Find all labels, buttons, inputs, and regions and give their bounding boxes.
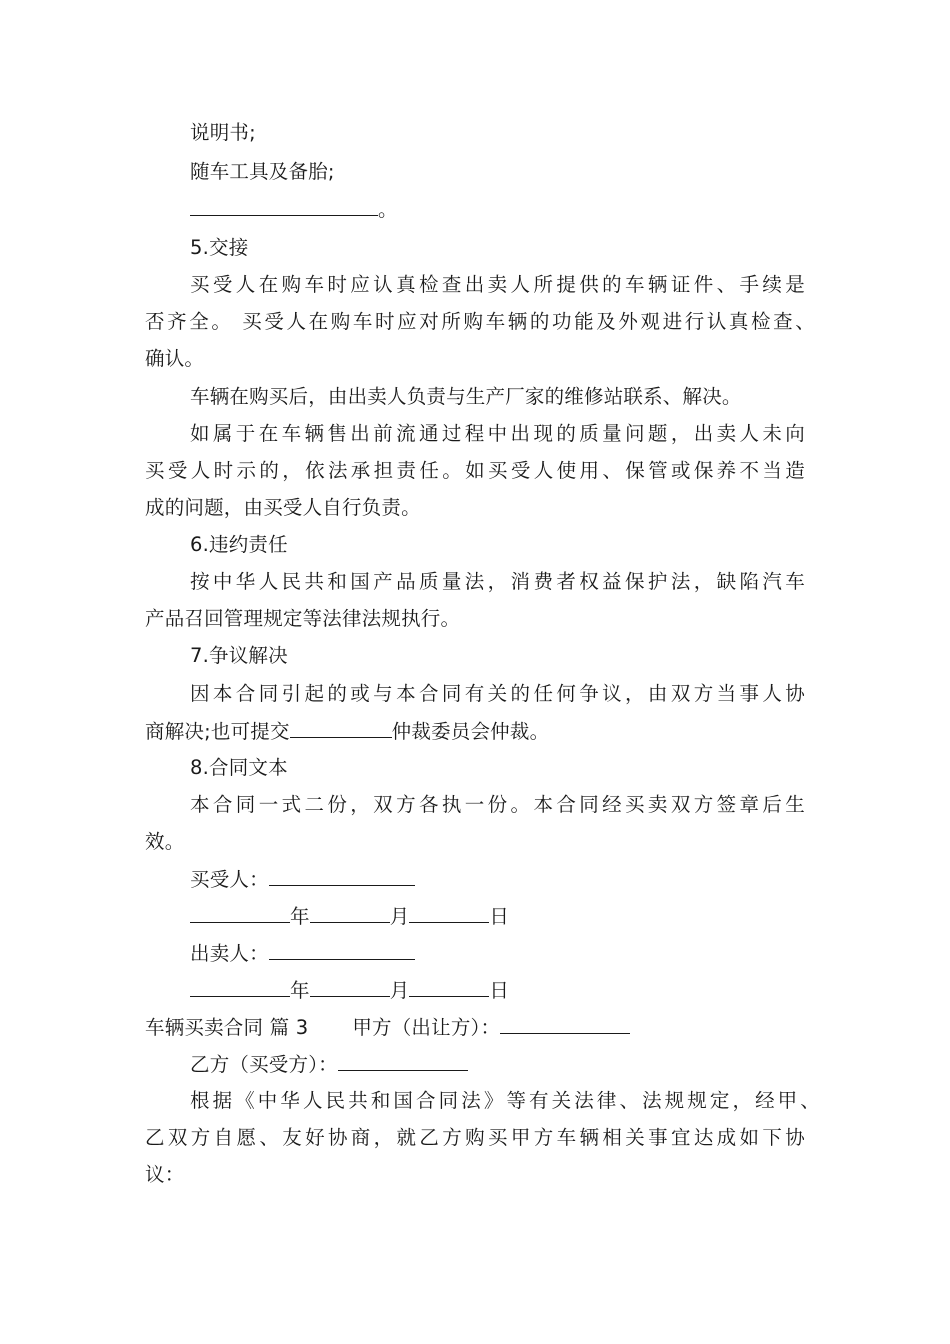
fill-blank — [409, 904, 489, 923]
line-text: 效。 — [145, 830, 185, 853]
fill-blank — [290, 719, 392, 738]
text-line — [145, 1163, 815, 1187]
line-text: 根据《中华人民共和国合同法》等有关法律、法规规定，经甲、 — [190, 1089, 820, 1112]
heading-text: 5.交接 — [190, 236, 249, 259]
text-line — [190, 160, 860, 184]
text-line — [190, 273, 805, 297]
text-line — [190, 385, 860, 409]
fill-blank — [500, 1015, 630, 1034]
text-line — [145, 310, 815, 334]
date-line — [190, 904, 860, 929]
party-b-label: 乙方（买受方）： — [190, 1053, 338, 1076]
line-text: 否齐全。 买受人在购车时应对所购车辆的功能及外观进行认真检查、 — [145, 310, 815, 333]
buyer-signature-line — [190, 867, 860, 892]
text-line — [190, 422, 805, 446]
text-line — [145, 496, 815, 520]
contract-heading-line — [145, 1015, 815, 1040]
month-label: 月 — [389, 905, 410, 928]
heading-text: 8.合同文本 — [190, 756, 288, 779]
line-text: 买受人在购车时应认真检查出卖人所提供的车辆证件、手续是 — [190, 273, 805, 296]
line-text: 商解决;也可提交 — [145, 720, 290, 743]
day-label: 日 — [489, 905, 510, 928]
line-text: 如属于在车辆售出前流通过程中出现的质量问题，出卖人未向 — [190, 422, 805, 445]
seller-signature-line — [190, 941, 860, 966]
line-text: 买受人时示的，依法承担责任。如买受人使用、保管或保养不当造 — [145, 459, 805, 482]
fill-blank — [310, 978, 390, 997]
text-line — [190, 197, 860, 222]
text-line — [190, 682, 805, 706]
seller-label: 出卖人： — [190, 942, 269, 965]
contract-title: 车辆买卖合同 篇 3 — [145, 1016, 309, 1039]
text-line — [190, 1089, 820, 1113]
line-text: 成的问题，由买受人自行负责。 — [145, 496, 421, 519]
section-heading — [190, 236, 860, 260]
line-text: 乙双方自愿、友好协商，就乙方购买甲方车辆相关事宜达成如下协 — [145, 1126, 805, 1149]
fill-blank — [269, 941, 415, 960]
date-line — [190, 978, 860, 1003]
fill-blank — [409, 978, 489, 997]
year-label: 年 — [290, 979, 310, 1002]
line-text: 因本合同引起的或与本合同有关的任何争议，由双方当事人协 — [190, 682, 805, 705]
year-label: 年 — [290, 905, 310, 928]
line-text: 确认。 — [145, 347, 205, 370]
fill-blank — [310, 904, 390, 923]
section-heading — [190, 644, 860, 668]
month-label: 月 — [389, 979, 410, 1002]
party-b-line — [190, 1052, 860, 1077]
line-text: 说明书; — [190, 121, 256, 144]
text-line — [190, 121, 860, 145]
text-line — [145, 607, 815, 631]
section-heading — [190, 533, 860, 557]
fill-blank — [190, 197, 378, 216]
line-text: 议： — [145, 1163, 185, 1186]
buyer-label: 买受人： — [190, 868, 269, 891]
text-line — [190, 570, 805, 594]
heading-text: 6.违约责任 — [190, 533, 288, 556]
line-text: 随车工具及备胎; — [190, 160, 335, 183]
line-text: 车辆在购买后，由出卖人负责与生产厂家的维修站联系、解决。 — [190, 385, 742, 408]
line-text: 产品召回管理规定等法律法规执行。 — [145, 607, 461, 630]
text-line — [145, 830, 815, 854]
fill-blank — [338, 1052, 468, 1071]
line-text: 仲裁委员会仲裁。 — [391, 720, 550, 743]
line-text: 。 — [378, 198, 398, 221]
text-line — [190, 793, 805, 817]
section-heading — [190, 756, 860, 780]
text-line — [145, 459, 805, 483]
fill-blank — [190, 978, 290, 997]
fill-blank — [190, 904, 290, 923]
text-line — [145, 347, 815, 371]
fill-blank — [269, 867, 415, 886]
line-text: 按中华人民共和国产品质量法，消费者权益保护法，缺陷汽车 — [190, 570, 805, 593]
text-line — [145, 1126, 805, 1150]
text-line — [145, 719, 815, 744]
line-text: 本合同一式二份，双方各执一份。本合同经买卖双方签章后生 — [190, 793, 805, 816]
party-a-label: 甲方（出让方）： — [352, 1016, 501, 1039]
day-label: 日 — [489, 979, 510, 1002]
heading-text: 7.争议解决 — [190, 644, 288, 667]
